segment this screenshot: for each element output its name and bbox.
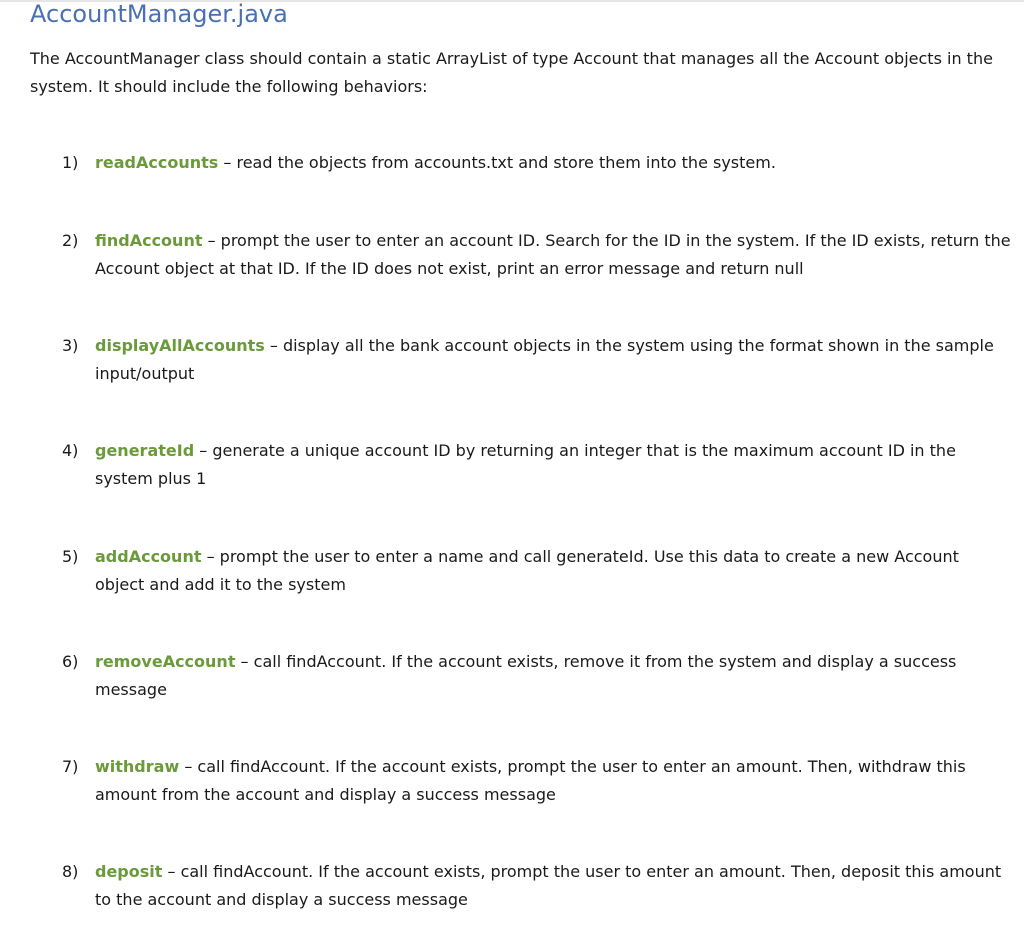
method-name: addAccount bbox=[95, 547, 202, 566]
list-item-8 bbox=[62, 858, 1012, 914]
item-description: – prompt the user to enter a name and call generateId. Use this data to create a new Account object and add it to the system bbox=[95, 547, 959, 594]
item-number: 3) bbox=[62, 336, 79, 355]
item-description: – prompt the user to enter an account ID. Search for the ID in the system. If the ID exists, return the Account object at that ID. If the ID does not exist, print an error message and return null bbox=[95, 231, 1011, 278]
item-description: – generate a unique account ID by returning an integer that is the maximum account ID in the system plus 1 bbox=[95, 441, 956, 488]
method-name: readAccounts bbox=[95, 153, 219, 172]
item-description: – call findAccount. If the account exists, remove it from the system and display a success message bbox=[95, 652, 957, 699]
method-name: findAccount bbox=[95, 231, 203, 250]
item-number: 5) bbox=[62, 547, 79, 566]
list-item-4 bbox=[62, 437, 1012, 493]
list-item-2 bbox=[62, 227, 1012, 283]
list-item-1 bbox=[62, 149, 1012, 177]
item-number: 4) bbox=[62, 441, 79, 460]
method-name: removeAccount bbox=[95, 652, 236, 671]
item-number: 6) bbox=[62, 652, 79, 671]
method-name: displayAllAccounts bbox=[95, 336, 265, 355]
list-item-6 bbox=[62, 648, 1012, 704]
item-number: 1) bbox=[62, 153, 79, 172]
intro-paragraph: The AccountManager class should contain a static ArrayList of type Account that manages all the Account objects in the system. It should include the following behaviors: bbox=[30, 49, 993, 96]
item-description: – read the objects from accounts.txt and store them into the system. bbox=[218, 153, 776, 172]
list-item-3 bbox=[62, 332, 1012, 388]
item-description: – call findAccount. If the account exists, prompt the user to enter an amount. Then, withdraw this amount from the account and display a success message bbox=[95, 757, 966, 804]
item-description: – call findAccount. If the account exists, prompt the user to enter an amount. Then, deposit this amount to the account and display a success message bbox=[95, 862, 1002, 909]
item-number: 7) bbox=[62, 757, 79, 776]
item-description: – display all the bank account objects in the system using the format shown in the sample input/output bbox=[95, 336, 994, 383]
method-name: generateId bbox=[95, 441, 195, 460]
method-name: withdraw bbox=[95, 757, 180, 776]
list-item-7 bbox=[62, 753, 1012, 809]
method-name: deposit bbox=[95, 862, 163, 881]
list-item-5 bbox=[62, 543, 1012, 599]
page-title: AccountManager.java bbox=[30, 0, 288, 28]
item-number: 2) bbox=[62, 231, 79, 250]
item-number: 8) bbox=[62, 862, 79, 881]
